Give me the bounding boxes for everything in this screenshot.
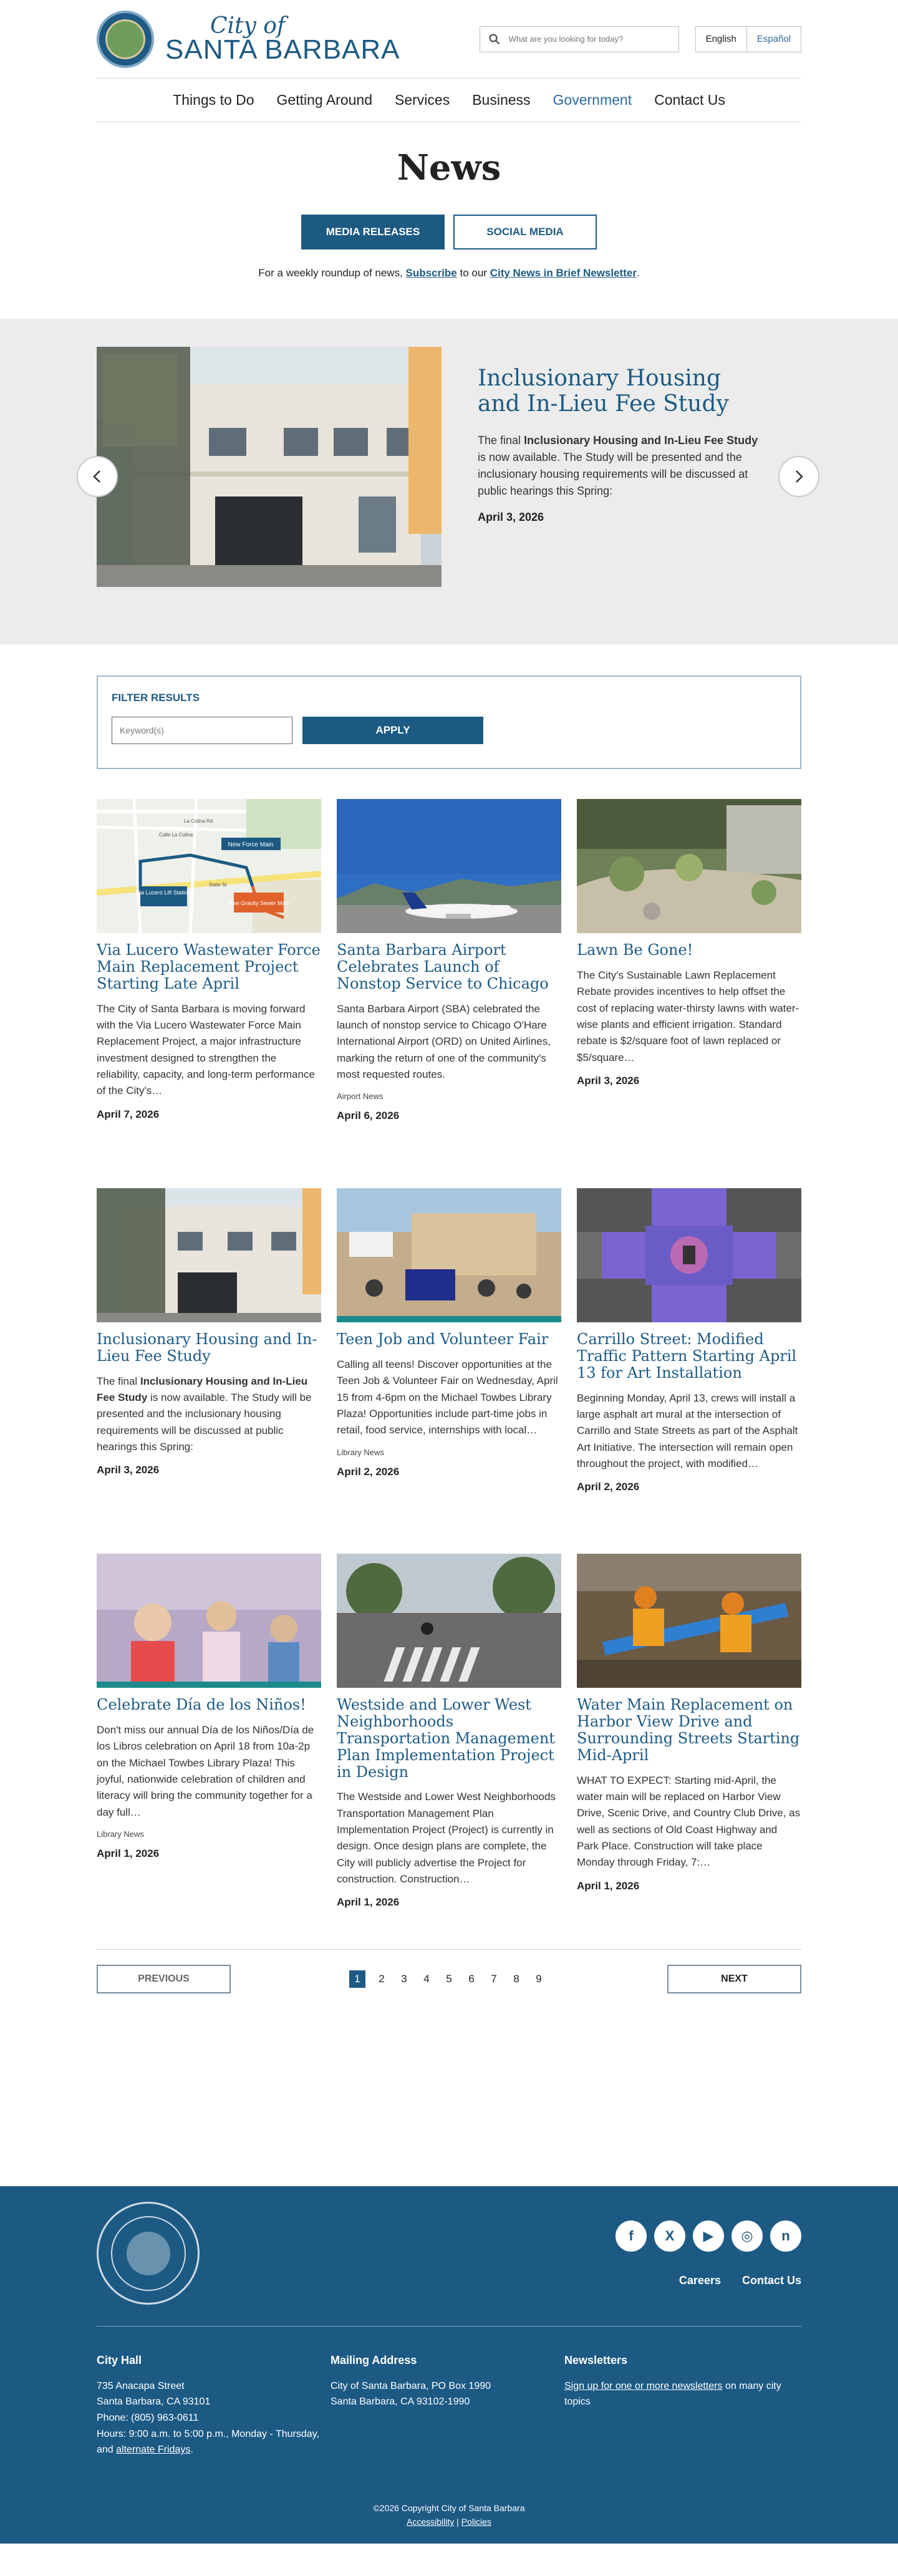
city-logo[interactable] [97,11,400,68]
featured-carousel [0,319,898,644]
instagram-icon[interactable]: ◎ [731,2220,763,2252]
featured-text: The final Inclusionary Housing and In-Lieu Fee Study is now available. The Study will be presented and the inclusionary housing requirements will be discussed at public hearings this Spring: [478,433,758,497]
carousel-prev-button[interactable] [77,456,118,497]
featured-image[interactable] [97,347,442,587]
facebook-icon[interactable]: f [616,2220,647,2252]
contact-us-link[interactable]: Contact Us [741,2274,801,2287]
news-card [97,799,321,1188]
card-text: Beginning Monday, April 13, crews will install a large asphalt art mural at the intersection of Carrillo and State Streets as part of the Asphalt Art Initiative. The intersection will remain open throughout the project, with modified… [577,1392,798,1470]
page-3[interactable]: 3 [401,1973,407,1985]
card-text: Don't miss our annual Día de los Niños/Día de los Libros celebration on April 18 from 10a-2p on the Michael Towbes Library Plaza! This joyful, nationwide celebration of children and literacy will bring the community together for a day full… [97,1723,314,1818]
news-card [97,1554,321,1943]
policies-link[interactable]: Policies [461,2517,491,2527]
card-date: April 7, 2026 [97,1108,160,1120]
nextdoor-icon[interactable]: n [770,2220,801,2252]
newsletters-rest: on many city topics [564,2380,781,2408]
news-card [577,799,801,1188]
city-hall-address2: Santa Barbara, CA 93101 [97,2396,211,2408]
card-image-garden[interactable] [577,799,801,933]
main-nav [97,79,801,122]
news-card [97,1188,321,1554]
news-card [337,799,561,1188]
filter-panel [97,675,801,769]
card-image-street[interactable] [337,1554,561,1688]
newsletters-info [564,2351,798,2501]
featured-title[interactable]: Inclusionary Housing and In-Lieu Fee Study [478,366,729,417]
featured-date: April 3, 2026 [478,510,544,523]
mailing-line2: Santa Barbara, CA 93102-1990 [331,2396,470,2408]
nav-things-to-do[interactable]: Things to Do [173,92,254,108]
card-image-kids[interactable] [97,1554,321,1688]
card-title[interactable]: Inclusionary Housing and In-Lieu Fee Study [97,1330,317,1365]
nav-government[interactable]: Government [553,92,632,108]
card-text: WHAT TO EXPECT: Starting mid-April, the water main will be replaced on Harbor View Drive, Scenic Drive, and Country Club Drive, as well as sections of Old Coast Highway and Park Place. Construction will take place Monday through Friday, 7:… [577,1774,801,1869]
city-hall-info [97,2351,331,2501]
map-label-force-main: New Force Main [228,841,274,848]
card-date: April 2, 2026 [337,1465,400,1478]
mailing-heading: Mailing Address [331,2354,417,2366]
nav-services[interactable]: Services [395,92,450,108]
newsletter-prefix: For a weekly roundup of news, [258,267,403,279]
page-8[interactable]: 8 [513,1973,519,1985]
lang-english[interactable]: English [696,27,747,52]
copyright-text: ©2026 Copyright City of Santa Barbara [373,2503,525,2513]
logo-line2: SANTA BARBARA [165,34,400,65]
card-text: The City of Santa Barbara is moving forward with the Via Lucero Wastewater Force Main Replacement Project, a major infrastructure investment designed to strengthen the reliability, capacity, and long-term performance of the City's… [97,1002,315,1097]
previous-button[interactable]: PREVIOUS [97,1965,231,1993]
card-date: April 3, 2026 [577,1074,640,1087]
card-image-asphalt-art[interactable] [577,1188,801,1322]
chevron-left-icon [91,469,104,484]
news-card [577,1188,801,1554]
city-hall-address1: 735 Anacapa Street [97,2380,185,2391]
page-7[interactable]: 7 [491,1973,497,1985]
carousel-next-button[interactable] [778,456,819,497]
card-image-water-main[interactable] [577,1554,801,1688]
city-hall-hours: Hours: 9:00 a.m. to 5:00 p.m., Monday - Thursday, and alternate Fridays. [97,2428,319,2456]
city-seal-icon [97,11,154,68]
nav-getting-around[interactable]: Getting Around [276,92,372,108]
card-title[interactable]: Via Lucero Wastewater Force Main Replacement Project Starting Late April [97,941,321,992]
page-6[interactable]: 6 [468,1973,475,1985]
search-box [480,26,679,52]
newsletter-line [0,267,898,279]
x-icon[interactable]: X [654,2220,685,2252]
newsletter-signup-link[interactable]: Sign up for one or more newsletters [564,2380,723,2391]
alternate-fridays-link[interactable]: alternate Fridays [116,2444,191,2456]
map-label-state-st: State St [209,882,227,888]
card-title[interactable]: Celebrate Día de los Niños! [97,1696,306,1713]
chevron-right-icon [793,469,805,484]
pagination [97,1965,801,1993]
filter-heading: FILTER RESULTS [112,692,200,704]
nav-contact-us[interactable]: Contact Us [654,92,725,108]
news-card [337,1188,561,1554]
media-releases-button[interactable]: MEDIA RELEASES [301,215,445,249]
card-text: The City's Sustainable Lawn Replacement Rebate provides incentives to help offset the cost of replacing water-thirsty lawns with water-wise plants and efficient irrigation. Standard rebate is $2/square foot of lawn replaced or $5/square… [577,969,799,1063]
newsletters-heading: Newsletters [564,2354,628,2366]
card-date: April 3, 2026 [97,1464,160,1476]
news-list [97,675,801,2186]
newsletter-mid: to our [460,267,487,279]
city-hall-phone: Phone: (805) 963-0611 [97,2412,199,2423]
card-image-housing[interactable] [97,1188,321,1322]
map-label-la-colina: La Colina Rd [184,818,213,824]
card-tag: Airport News [337,1092,384,1102]
map-label-lift-station: Via Lucero Lift Station [136,889,191,896]
keyword-input[interactable] [112,717,292,744]
card-text: Calling all teens! Discover opportunities at the Teen Job & Volunteer Fair on Wednesday, April 15 from 4-6pm on the Michael Towbes Library Plaza! Opportunities include part-time jobs in retail, food service, internships with local… [337,1358,558,1436]
city-hall-heading: City Hall [97,2354,142,2366]
social-media-button[interactable]: SOCIAL MEDIA [453,215,597,249]
card-image-airplane[interactable] [337,799,561,933]
language-switcher [695,26,801,52]
card-title[interactable]: Water Main Replacement on Harbor View Drive and Surrounding Streets Starting Mid-April [577,1696,800,1764]
page-2[interactable]: 2 [379,1973,385,1985]
card-title[interactable]: Lawn Be Gone! [577,941,693,959]
card-image-map[interactable] [97,799,321,933]
newsletter-link[interactable]: City News in Brief Newsletter [490,267,637,279]
card-date: April 1, 2026 [577,1879,640,1892]
page-title: News [397,147,501,188]
lang-espanol[interactable]: Español [756,34,791,44]
next-button[interactable]: NEXT [667,1965,801,1993]
page-4[interactable]: 4 [423,1973,430,1985]
card-text: The Westside and Lower West Neighborhoods Transportation Management Plan Implementation Project (Project) is currently in design. Once design plans are complete, the City will publicly advertise the Project for construction. Construction… [337,1791,556,1886]
search-icon[interactable] [489,34,500,45]
card-tag: Library News [337,1447,384,1457]
social-links [616,2220,801,2252]
careers-link[interactable]: Careers [678,2274,721,2287]
news-card [337,1554,561,1943]
site-footer [0,2186,898,2544]
card-title[interactable]: Westside and Lower West Neighborhoods Transportation Management Plan Implementation Project in Design [337,1696,555,1781]
card-date: April 2, 2026 [577,1481,640,1493]
accessibility-link[interactable]: Accessibility [407,2517,455,2527]
page-1[interactable]: 1 [349,1970,365,1988]
news-card [577,1554,801,1943]
card-date: April 1, 2026 [97,1847,160,1859]
copyright: ©2026 Copyright City of Santa Barbara Accessibility | Policies [97,2501,801,2529]
page-9[interactable]: 9 [536,1973,542,1985]
city-seal-large-icon [97,2202,200,2305]
apply-button[interactable]: APPLY [302,717,483,744]
card-title[interactable]: Teen Job and Volunteer Fair [337,1330,549,1348]
card-date: April 6, 2026 [337,1110,400,1122]
subscribe-link[interactable]: Subscribe [405,267,457,279]
nav-business[interactable]: Business [472,92,531,108]
site-header [0,0,898,122]
logo-line1: City of [210,12,286,39]
youtube-icon[interactable]: ▶ [693,2220,724,2252]
page-5[interactable]: 5 [446,1973,452,1985]
newsletter-end: . [636,267,640,279]
map-label-gravity-sewer: New Gravity Sewer Main [228,900,290,906]
card-title[interactable]: Carrillo Street: Modified Traffic Pattern Starting April 13 for Art Installation [577,1330,797,1382]
news-header [0,122,898,319]
card-text: Santa Barbara Airport (SBA) celebrated the launch of nonstop service to Chicago O'Hare International Airport (ORD) on United Airlines, marking the return of one of the community's most requested routes. [337,1002,551,1080]
mailing-address [331,2351,564,2501]
mailing-line1: City of Santa Barbara, PO Box 1990 [331,2380,491,2391]
card-title[interactable]: Santa Barbara Airport Celebrates Launch of Nonstop Service to Chicago [337,941,549,992]
card-tag: Library News [97,1829,144,1839]
card-text: The final Inclusionary Housing and In-Lieu Fee Study is now available. The Study will be presented and the inclusionary housing requirements will be discussed at public hearings this Spring: [97,1375,312,1453]
search-input[interactable] [509,34,670,44]
map-label-calle-la-colina: Calle La Colina [159,832,193,838]
card-date: April 1, 2026 [337,1896,400,1909]
card-image-teen-fair[interactable] [337,1188,561,1322]
